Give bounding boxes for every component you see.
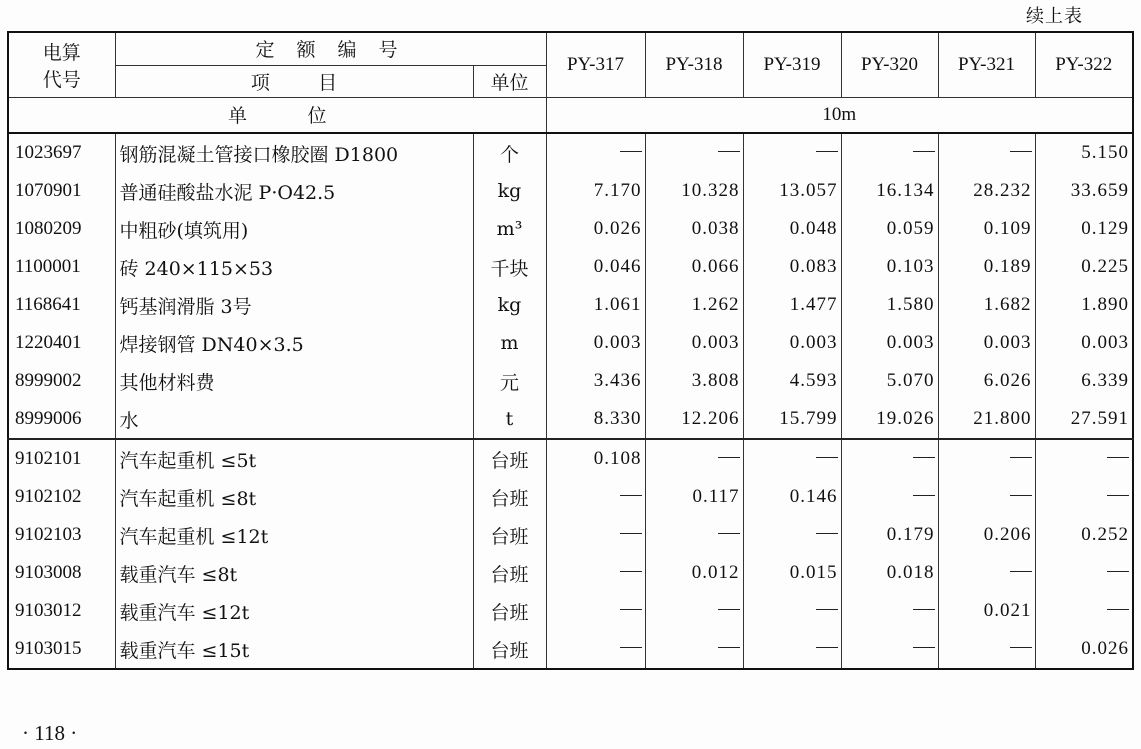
- quota-value: [546, 478, 645, 516]
- quota-value: 3.808: [645, 362, 743, 400]
- table-row: [8, 172, 1133, 210]
- quota-value: [743, 516, 841, 554]
- item-code: 1070901: [8, 172, 115, 210]
- item-name: 载重汽车 ≤15t: [115, 630, 473, 669]
- item-name: 水: [115, 400, 473, 439]
- continuation-label: 续上表: [1026, 6, 1083, 27]
- item-header: 项 目: [115, 65, 473, 97]
- dash-placeholder: [816, 457, 838, 458]
- column-header: PY-320: [841, 32, 938, 97]
- item-unit: 台班: [473, 478, 546, 516]
- item-unit: 台班: [473, 630, 546, 669]
- quota-value: [546, 554, 645, 592]
- dash-placeholder: [620, 151, 642, 152]
- dash-placeholder: [816, 533, 838, 534]
- quota-value: 0.018: [841, 554, 938, 592]
- dash-placeholder: [1010, 571, 1032, 572]
- quota-value: 0.108: [546, 439, 645, 478]
- item-name: 中粗砂(填筑用): [115, 210, 473, 248]
- item-name: 砖 240×115×53: [115, 248, 473, 286]
- dash-placeholder: [1107, 609, 1129, 610]
- quota-value: [841, 630, 938, 669]
- table-row: [8, 592, 1133, 630]
- table-row: [8, 210, 1133, 248]
- item-code: 8999006: [8, 400, 115, 439]
- quota-value: 6.339: [1035, 362, 1133, 400]
- quota-value: 0.048: [743, 210, 841, 248]
- quota-number-header: 定 额 编 号: [115, 32, 546, 65]
- quota-table: [7, 31, 1134, 670]
- quota-value: [841, 592, 938, 630]
- quota-value: [841, 133, 938, 172]
- dash-placeholder: [1010, 495, 1032, 496]
- quota-value: [645, 439, 743, 478]
- quota-value: [938, 478, 1035, 516]
- quota-value: 0.026: [546, 210, 645, 248]
- quota-value: 6.026: [938, 362, 1035, 400]
- quota-value: [938, 554, 1035, 592]
- quota-value: [645, 592, 743, 630]
- dash-placeholder: [816, 609, 838, 610]
- dash-placeholder: [620, 609, 642, 610]
- page-number: · 118 ·: [22, 721, 78, 745]
- column-header: PY-319: [743, 32, 841, 97]
- code-header-line2: 代号: [42, 68, 81, 91]
- quota-value: [743, 133, 841, 172]
- item-name: 载重汽车 ≤8t: [115, 554, 473, 592]
- quota-value: 0.066: [645, 248, 743, 286]
- item-unit: m: [473, 324, 546, 362]
- quota-value: 10.328: [645, 172, 743, 210]
- quota-value: 0.046: [546, 248, 645, 286]
- quota-value: 0.252: [1035, 516, 1133, 554]
- quota-value: 5.150: [1035, 133, 1133, 172]
- column-header: PY-321: [938, 32, 1035, 97]
- item-code: 9102103: [8, 516, 115, 554]
- dash-placeholder: [620, 533, 642, 534]
- quota-value: [938, 133, 1035, 172]
- table-row: [8, 400, 1133, 439]
- quota-value: [546, 133, 645, 172]
- item-code: 1080209: [8, 210, 115, 248]
- quota-value: 0.003: [743, 324, 841, 362]
- quota-value: 0.015: [743, 554, 841, 592]
- dash-placeholder: [913, 495, 935, 496]
- item-code: 1168641: [8, 286, 115, 324]
- item-code: 1220401: [8, 324, 115, 362]
- quota-value: 0.103: [841, 248, 938, 286]
- item-code: 9102101: [8, 439, 115, 478]
- item-name: 汽车起重机 ≤12t: [115, 516, 473, 554]
- quota-value: 0.003: [645, 324, 743, 362]
- quota-value: 13.057: [743, 172, 841, 210]
- item-unit: kg: [473, 286, 546, 324]
- dash-placeholder: [913, 647, 935, 648]
- table-row: [8, 133, 1133, 172]
- quota-value: 1.262: [645, 286, 743, 324]
- quota-value: [1035, 439, 1133, 478]
- quota-value: 0.189: [938, 248, 1035, 286]
- quota-value: [546, 630, 645, 669]
- code-header-line1: 电算: [42, 41, 81, 64]
- item-name: 普通硅酸盐水泥 P·O42.5: [115, 172, 473, 210]
- quota-value: 3.436: [546, 362, 645, 400]
- quota-value: 21.800: [938, 400, 1035, 439]
- dash-placeholder: [816, 151, 838, 152]
- dash-placeholder: [620, 647, 642, 648]
- item-unit: 千块: [473, 248, 546, 286]
- item-unit: 台班: [473, 516, 546, 554]
- item-name: 汽车起重机 ≤5t: [115, 439, 473, 478]
- column-header: PY-318: [645, 32, 743, 97]
- item-code: 9103008: [8, 554, 115, 592]
- quota-value: 7.170: [546, 172, 645, 210]
- table-row: [8, 554, 1133, 592]
- dash-placeholder: [1107, 495, 1129, 496]
- quota-value: [841, 439, 938, 478]
- quota-value: 1.061: [546, 286, 645, 324]
- table-row: [8, 516, 1133, 554]
- table-row: [8, 630, 1133, 669]
- quota-value: 15.799: [743, 400, 841, 439]
- quota-value: 16.134: [841, 172, 938, 210]
- quota-value: [841, 478, 938, 516]
- column-header: PY-322: [1035, 32, 1133, 97]
- dash-placeholder: [816, 647, 838, 648]
- item-unit: 台班: [473, 592, 546, 630]
- quota-value: [1035, 592, 1133, 630]
- quota-value: [743, 630, 841, 669]
- item-name: 钢筋混凝土管接口橡胶圈 D1800: [115, 133, 473, 172]
- table-row: [8, 478, 1133, 516]
- quota-value: 0.021: [938, 592, 1035, 630]
- quota-value: 1.682: [938, 286, 1035, 324]
- quota-value: 0.003: [841, 324, 938, 362]
- quota-value: 27.591: [1035, 400, 1133, 439]
- quota-value: 0.038: [645, 210, 743, 248]
- column-header: PY-317: [546, 32, 645, 97]
- item-unit: 个: [473, 133, 546, 172]
- table-row: [8, 248, 1133, 286]
- item-code: 8999002: [8, 362, 115, 400]
- quota-value: 4.593: [743, 362, 841, 400]
- dash-placeholder: [1010, 151, 1032, 152]
- quota-value: 0.083: [743, 248, 841, 286]
- unit-row-value: 10m: [546, 97, 1133, 133]
- quota-value: 12.206: [645, 400, 743, 439]
- item-code: 9103015: [8, 630, 115, 669]
- quota-value: 33.659: [1035, 172, 1133, 210]
- quota-value: [743, 439, 841, 478]
- dash-placeholder: [620, 495, 642, 496]
- quota-value: 0.117: [645, 478, 743, 516]
- quota-value: [938, 439, 1035, 478]
- item-code: 1023697: [8, 133, 115, 172]
- unit-header: 单位: [473, 65, 546, 97]
- dash-placeholder: [1010, 457, 1032, 458]
- quota-value: 8.330: [546, 400, 645, 439]
- dash-placeholder: [913, 457, 935, 458]
- quota-value: [645, 516, 743, 554]
- dash-placeholder: [913, 151, 935, 152]
- quota-value: 1.477: [743, 286, 841, 324]
- quota-value: 0.026: [1035, 630, 1133, 669]
- quota-value: 1.580: [841, 286, 938, 324]
- quota-value: 5.070: [841, 362, 938, 400]
- quota-value: 0.012: [645, 554, 743, 592]
- item-name: 其他材料费: [115, 362, 473, 400]
- item-unit: 台班: [473, 554, 546, 592]
- item-unit: t: [473, 400, 546, 439]
- item-code: 9103012: [8, 592, 115, 630]
- quota-value: 0.059: [841, 210, 938, 248]
- item-name: 汽车起重机 ≤8t: [115, 478, 473, 516]
- dash-placeholder: [718, 151, 740, 152]
- dash-placeholder: [1107, 457, 1129, 458]
- item-unit: m³: [473, 210, 546, 248]
- item-code: 9102102: [8, 478, 115, 516]
- quota-value: 0.206: [938, 516, 1035, 554]
- item-unit: kg: [473, 172, 546, 210]
- dash-placeholder: [718, 609, 740, 610]
- quota-value: 0.179: [841, 516, 938, 554]
- dash-placeholder: [718, 457, 740, 458]
- table-row: [8, 439, 1133, 478]
- quota-value: 0.003: [546, 324, 645, 362]
- item-unit: 台班: [473, 439, 546, 478]
- item-name: 焊接钢管 DN40×3.5: [115, 324, 473, 362]
- quota-value: 0.003: [1035, 324, 1133, 362]
- item-code: 1100001: [8, 248, 115, 286]
- quota-value: [546, 516, 645, 554]
- item-name: 钙基润滑脂 3号: [115, 286, 473, 324]
- quota-value: 0.225: [1035, 248, 1133, 286]
- quota-value: [743, 592, 841, 630]
- unit-row-label: 单 位: [8, 97, 546, 133]
- dash-placeholder: [718, 647, 740, 648]
- quota-value: [1035, 478, 1133, 516]
- quota-value: 0.109: [938, 210, 1035, 248]
- table-row: [8, 324, 1133, 362]
- dash-placeholder: [1107, 571, 1129, 572]
- quota-value: [645, 630, 743, 669]
- item-unit: 元: [473, 362, 546, 400]
- table-row: [8, 286, 1133, 324]
- quota-value: [1035, 554, 1133, 592]
- quota-value: [645, 133, 743, 172]
- dash-placeholder: [1010, 647, 1032, 648]
- dash-placeholder: [620, 571, 642, 572]
- quota-value: 0.129: [1035, 210, 1133, 248]
- quota-value: 0.003: [938, 324, 1035, 362]
- item-name: 载重汽车 ≤12t: [115, 592, 473, 630]
- code-header: [8, 32, 115, 97]
- quota-value: 19.026: [841, 400, 938, 439]
- quota-value: [938, 630, 1035, 669]
- dash-placeholder: [718, 533, 740, 534]
- quota-value: 1.890: [1035, 286, 1133, 324]
- dash-placeholder: [913, 609, 935, 610]
- quota-value: [546, 592, 645, 630]
- quota-value: 28.232: [938, 172, 1035, 210]
- quota-value: 0.146: [743, 478, 841, 516]
- table-row: [8, 362, 1133, 400]
